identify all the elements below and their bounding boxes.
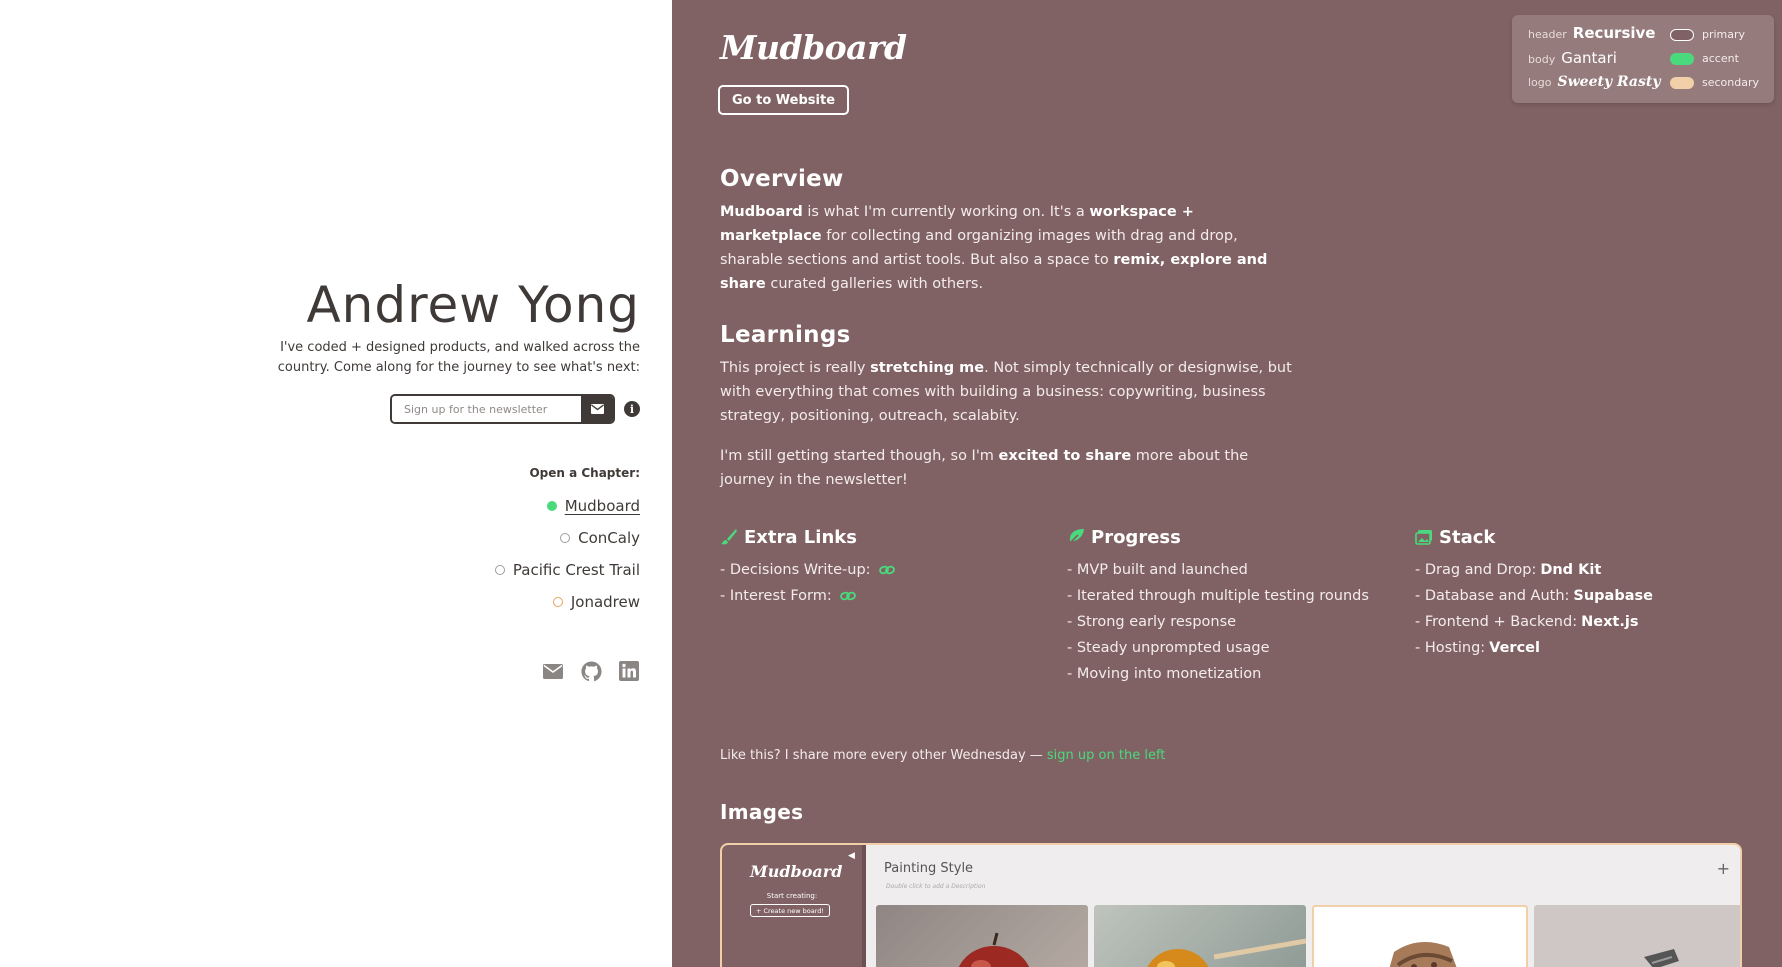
- preview-sidebar: [722, 845, 866, 967]
- list-item: - Steady unprompted usage: [1067, 640, 1270, 656]
- stack-value: Supabase: [1573, 588, 1653, 604]
- learnings-strong: stretching me: [870, 360, 985, 376]
- learnings-span: . Not simply technically or designwise, but with everything that comes with building a business: copywriting, business strategy, positioning, outreach, scalabity.: [720, 360, 1292, 424]
- preview-painting-candy-apple: [1094, 905, 1306, 967]
- image-icon: [1415, 529, 1433, 545]
- list-item-text: - Interest Form:: [720, 588, 832, 604]
- list-item: [1415, 583, 1653, 609]
- preview-painting-apple: [876, 905, 1088, 967]
- brush-icon: [720, 528, 738, 546]
- theme-font-value: Sweety Rasty: [1557, 74, 1661, 90]
- learnings-heading: Learnings: [720, 322, 851, 348]
- stack-label: - Hosting:: [1415, 640, 1486, 656]
- theme-color-primary: [1670, 28, 1745, 41]
- learnings-span: This project is really: [720, 360, 871, 376]
- list-item: [1415, 609, 1653, 635]
- theme-font-body: [1528, 49, 1617, 67]
- images-heading: Images: [720, 800, 804, 824]
- leaf-icon: [1067, 528, 1085, 546]
- link-icon[interactable]: [840, 591, 856, 601]
- chapter-panel: [672, 0, 1782, 967]
- theme-color-accent: [1670, 52, 1739, 65]
- list-item: - Strong early response: [1067, 614, 1237, 630]
- chapter-label: ConCaly: [578, 529, 640, 547]
- stack-list: [1415, 557, 1653, 661]
- theme-color-secondary: [1670, 76, 1759, 89]
- learnings-strong: excited to share: [998, 448, 1132, 464]
- preview-new-board-button: + Create new board!: [750, 904, 830, 917]
- go-to-website-button[interactable]: Go to Website: [718, 85, 849, 115]
- theme-font-logo: [1528, 74, 1660, 90]
- mudboard-logo: Mudboard: [720, 28, 907, 67]
- preview-section-title: Painting Style: [884, 861, 974, 876]
- chapter-dot-icon: [560, 533, 570, 543]
- theme-legend: [1512, 15, 1774, 103]
- chapter-item-concaly[interactable]: [495, 522, 640, 554]
- overview-heading: Overview: [720, 166, 844, 192]
- preview-painting-portrait: [1312, 905, 1528, 967]
- overview-strong: workspace + marketplace: [720, 204, 1194, 244]
- theme-font-key: header: [1528, 28, 1567, 41]
- chapter-dot-icon: [495, 565, 505, 575]
- stack-label: - Drag and Drop:: [1415, 562, 1537, 578]
- overview-span: for collecting and organizing images with drag and drop, sharable sections and artist tools. But also a space to: [720, 228, 1238, 268]
- overview-text: [720, 200, 1295, 296]
- author-intro: I've coded + designed products, and walked across the country. Come along for the journey to see what's next:: [277, 340, 640, 375]
- add-icon: +: [1716, 859, 1730, 878]
- progress-heading: Progress: [1091, 526, 1181, 548]
- stack-value: Dnd Kit: [1540, 562, 1602, 578]
- mail-icon[interactable]: [542, 660, 564, 682]
- chapter-label: Pacific Crest Trail: [512, 561, 640, 579]
- info-icon[interactable]: i: [624, 401, 640, 417]
- list-item: - Moving into monetization: [1067, 666, 1262, 682]
- envelope-icon: [591, 404, 604, 414]
- collapse-arrow-icon: ◀: [848, 851, 855, 861]
- chapters-heading: Open a Chapter:: [529, 466, 640, 480]
- author-name: Andrew Yong: [306, 276, 640, 334]
- sign-up-link[interactable]: sign up on the left: [1046, 748, 1166, 763]
- color-name: primary: [1702, 28, 1746, 41]
- stack-label: - Frontend + Backend:: [1415, 614, 1578, 630]
- preview-painting-sketch: [1534, 905, 1742, 967]
- github-icon[interactable]: [580, 660, 602, 682]
- overview-strong: Mudboard: [720, 204, 803, 220]
- stack-value: Vercel: [1489, 640, 1540, 656]
- theme-font-value: Gantari: [1561, 49, 1617, 67]
- theme-font-key: logo: [1528, 76, 1552, 89]
- cta-text: Like this? I share more every other Wednesday —: [720, 748, 1047, 763]
- color-name: secondary: [1702, 76, 1760, 89]
- newsletter-submit-button[interactable]: [581, 396, 613, 422]
- extra-links-header: [720, 525, 895, 549]
- theme-font-value: Recursive: [1572, 24, 1656, 42]
- theme-font-key: body: [1528, 53, 1556, 66]
- list-item: [1415, 557, 1653, 583]
- chapter-dot-icon: [547, 501, 557, 511]
- extra-links-list: [720, 557, 895, 609]
- stack-header: [1415, 525, 1653, 549]
- list-item: - MVP built and launched: [1067, 562, 1248, 578]
- learnings-text-1: [720, 356, 1295, 428]
- stack-section: [1415, 525, 1653, 661]
- chapter-item-jonadrew[interactable]: [495, 586, 640, 618]
- chapter-item-pacific-crest-trail[interactable]: [495, 554, 640, 586]
- list-item: [720, 583, 895, 609]
- list-item-text: - Decisions Write-up:: [720, 562, 871, 578]
- preview-start-text: Start creating:: [766, 892, 818, 900]
- stack-label: - Database and Auth:: [1415, 588, 1570, 604]
- theme-font-header: [1528, 24, 1655, 42]
- preview-logo: Mudboard: [750, 862, 843, 881]
- chapter-list: [495, 490, 640, 618]
- newsletter-input[interactable]: [392, 396, 581, 422]
- chapter-label: Jonadrew: [570, 593, 640, 611]
- stack-value: Next.js: [1581, 614, 1639, 630]
- app-preview-image: [720, 843, 1742, 967]
- preview-section-desc: Double click to add a Description: [886, 883, 986, 890]
- left-panel: [0, 0, 672, 967]
- linkedin-icon[interactable]: [618, 660, 640, 682]
- extra-links-section: [720, 525, 895, 609]
- social-links: [542, 660, 640, 682]
- progress-list: [1067, 557, 1369, 687]
- learnings-span: more about the journey in the newsletter!: [720, 448, 1249, 488]
- extra-links-heading: Extra Links: [744, 526, 857, 548]
- list-item: - Iterated through multiple testing rounds: [1067, 588, 1369, 604]
- overview-span: is what I'm currently working on. It's a: [802, 204, 1090, 220]
- color-name: accent: [1702, 52, 1739, 65]
- color-swatch: [1670, 29, 1694, 41]
- list-item: [720, 557, 895, 583]
- overview-span: curated galleries with others.: [765, 276, 984, 292]
- chapter-label: Mudboard: [564, 497, 640, 515]
- newsletter-cta: [720, 748, 1165, 763]
- preview-divider: [862, 845, 866, 967]
- chapter-item-mudboard[interactable]: [495, 490, 640, 522]
- overview-strong: remix, explore and share: [720, 252, 1268, 292]
- color-swatch: [1670, 53, 1694, 65]
- progress-header: [1067, 525, 1369, 549]
- newsletter-form: [390, 394, 615, 424]
- stack-heading: Stack: [1439, 526, 1496, 548]
- list-item: [1415, 635, 1653, 661]
- learnings-span: I'm still getting started though, so I'm: [720, 448, 999, 464]
- link-icon[interactable]: [879, 565, 895, 575]
- learnings-text-2: [720, 444, 1295, 492]
- color-swatch: [1670, 77, 1694, 89]
- chapter-dot-icon: [553, 597, 563, 607]
- progress-section: [1067, 525, 1369, 687]
